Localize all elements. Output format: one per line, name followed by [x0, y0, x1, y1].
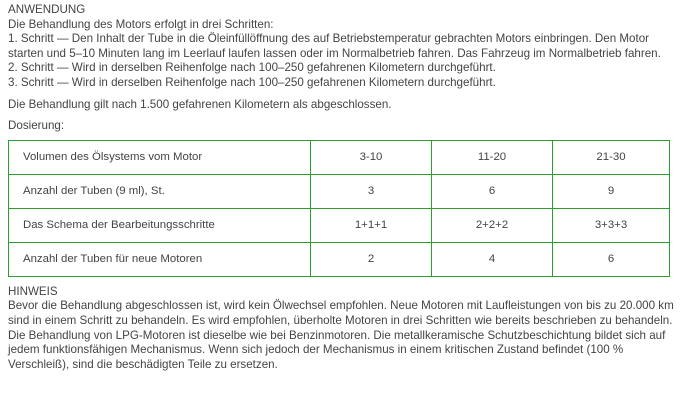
- step-1-line-2: starten und 5–10 Minuten lang im Leerlauf laufen lassen oder im Normalbetrieb fahren. Das Fahrzeug im Normalbetrieb fahren.: [8, 46, 661, 60]
- row-label: Volumen des Ölsystems vom Motor: [9, 140, 311, 174]
- table-cell: 6: [553, 242, 670, 276]
- dosage-table: [8, 140, 670, 277]
- row-label: Anzahl der Tuben (9 ml), St.: [9, 174, 311, 208]
- table-row: [9, 174, 670, 208]
- completion-text: Die Behandlung gilt nach 1.500 gefahrenen Kilometern als abgeschlossen.: [8, 97, 392, 111]
- table-cell: 2: [311, 242, 432, 276]
- hinweis-line: Die Behandlung von LPG-Motoren ist dieselbe wie bei Benzinmotoren. Die metallkeramische Schutzbeschichtung bildet sich auf: [8, 328, 666, 342]
- hinweis-line: Bevor die Behandlung abgeschlossen ist, wird kein Ölwechsel empfohlen. Neue Motoren mit Laufleistungen von bis zu 20.000 km: [8, 299, 674, 313]
- row-label: Anzahl der Tuben für neue Motoren: [9, 242, 311, 276]
- hinweis-line: sind in einem Schritt zu behandeln. Es wird empfohlen, überholte Motoren in drei Schritten wie bereits beschrieben zu behandeln.: [8, 313, 673, 327]
- step-2-text: 2. Schritt — Wird in derselben Reihenfolge nach 100–250 gefahrenen Kilometern durchgeführt.: [8, 61, 496, 75]
- table-cell: 21-30: [553, 140, 670, 174]
- table-row: [9, 242, 670, 276]
- table-cell: 2+2+2: [432, 208, 553, 242]
- spacer: [8, 91, 681, 98]
- table-cell: 4: [432, 242, 553, 276]
- section-title-hinweis: HINWEIS: [8, 284, 58, 298]
- table-cell: 11-20: [432, 140, 553, 174]
- hinweis-line: jedem funktionsfähigen Mechanismus. Wenn sich jedoch der Mechanismus in einem kritischen Zustand befindet (100 %: [8, 343, 624, 357]
- table-cell: 9: [553, 174, 670, 208]
- table-cell: 3: [311, 174, 432, 208]
- table-cell: 3+3+3: [553, 208, 670, 242]
- section-hinweis: [8, 285, 681, 373]
- table-cell: 1+1+1: [311, 208, 432, 242]
- dosage-label: Dosierung:: [8, 119, 65, 133]
- table-cell: 6: [432, 174, 553, 208]
- table-row: [9, 208, 670, 242]
- table-row: [9, 140, 670, 174]
- intro-text: Die Behandlung des Motors erfolgt in drei Schritten:: [8, 17, 274, 31]
- hinweis-line: Verschleiß), sind die beschädigten Teile zu ersetzen.: [8, 357, 278, 371]
- row-label: Das Schema der Bearbeitungsschritte: [9, 208, 311, 242]
- section-anwendung: [8, 3, 681, 134]
- table-cell: 3-10: [311, 140, 432, 174]
- spacer: [8, 112, 681, 119]
- section-title-anwendung: ANWENDUNG: [8, 3, 86, 16]
- step-1-line-1: 1. Schritt — Den Inhalt der Tube in die Öleinfüllöffnung des auf Betriebstemperatur gebrachten Motors einbringen. Den Motor: [8, 32, 650, 46]
- step-3-text: 3. Schritt — Wird in derselben Reihenfolge nach 100–250 gefahrenen Kilometern durchgeführt.: [8, 75, 496, 89]
